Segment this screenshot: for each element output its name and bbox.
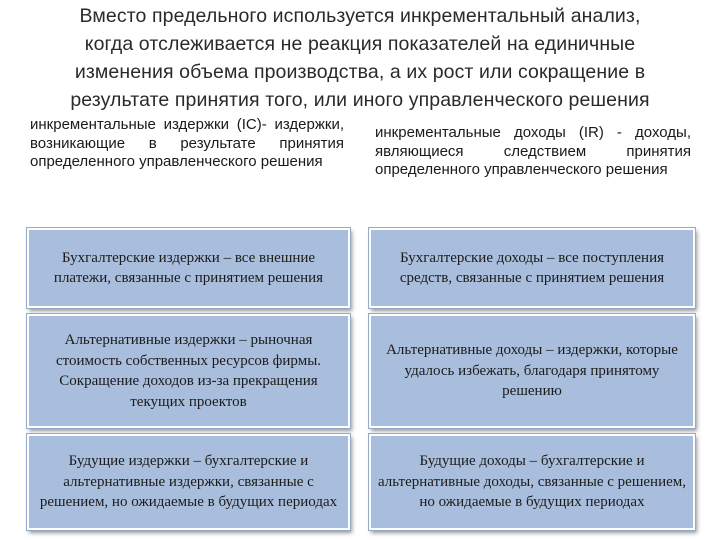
title-line-4: результате принятия того, или иного управленческого решения — [70, 89, 650, 111]
accounting-revenues-card — [369, 228, 695, 308]
alternative-costs-text: Альтернативные издержки – рыночная стоимость собственных ресурсов фирмы. Сокращение доходов из-за прекращения текущих проектов — [55, 332, 322, 410]
title-line-2: когда отслеживается не реакция показателей на единичные — [84, 33, 636, 55]
future-revenues-card — [369, 434, 695, 530]
incremental-revenues-definition: инкрементальные доходы (IR) - доходы, являющиеся следствием принятия определенного управленческого решения — [375, 124, 691, 178]
alternative-revenues-text: Альтернативные доходы – издержки, которые удалось избежать, благодаря принятому решению — [386, 342, 678, 400]
future-costs-card — [27, 434, 350, 530]
incremental-costs-definition: инкрементальные издержки (IC)- издержки, возникающие в результате принятия определенного управленческого решения — [30, 116, 344, 170]
alternative-revenues-card — [369, 314, 695, 428]
accounting-costs-card — [27, 228, 350, 308]
accounting-costs-text: Бухгалтерские издержки – все внешние платежи, связанные с принятием решения — [53, 249, 324, 286]
title-line-1: Вместо предельного используется инкрементальный анализ, — [79, 5, 641, 27]
future-costs-text: Будущие издержки – бухгалтерские и альтернативные издержки, связанные с решением, но ожидаемые в будущих периодах — [39, 453, 338, 511]
title-line-3: изменения объема производства, а их рост или сокращение в — [74, 61, 646, 83]
slide-title — [4, 2, 716, 114]
alternative-costs-card — [27, 314, 350, 428]
accounting-revenues-text: Бухгалтерские доходы – все поступления средств, связанные с принятием решения — [399, 249, 665, 286]
future-revenues-text: Будущие доходы – бухгалтерские и альтернативные доходы, связанные с решением, но ожидаемые в будущих периодах — [378, 453, 686, 511]
